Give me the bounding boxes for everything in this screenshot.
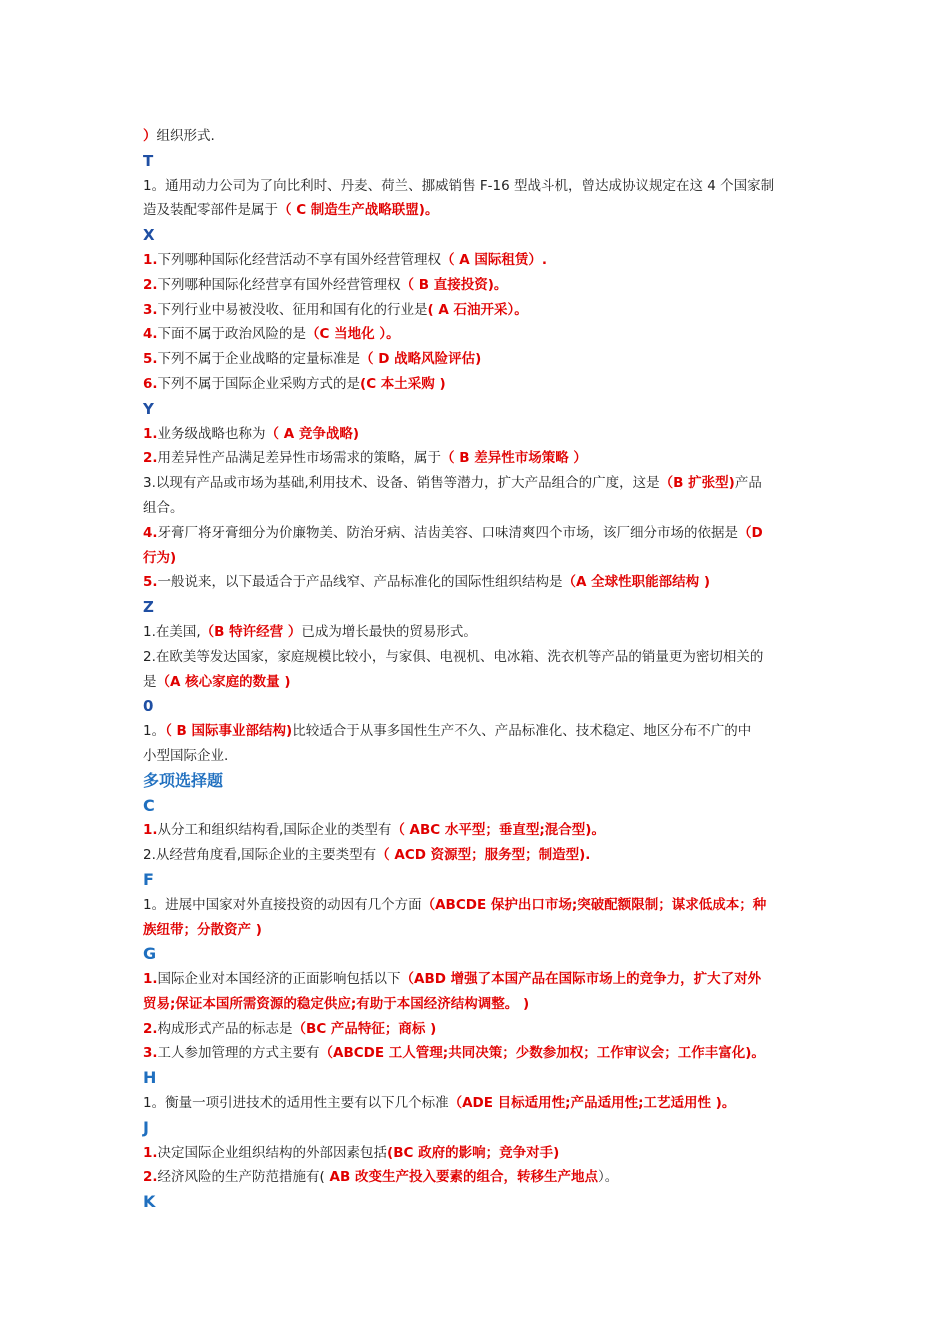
answer-text: (BC 政府的影响；竞争对手) [387, 1144, 560, 1161]
question-text: 下列哪种国际化经营活动不享有国外经营管理权 [157, 251, 442, 268]
question-line [143, 843, 808, 868]
question-number: 6. [143, 375, 158, 392]
question-line [143, 645, 808, 670]
section-heading [143, 223, 808, 248]
question-text: 是 [143, 673, 157, 690]
answer-text: （A 核心家庭的数量 ) [156, 673, 291, 690]
question-text: 一般说来，以下最适合于产品线窄、产品标准化的国际性组织结构是 [157, 574, 563, 591]
question-text: 下面不属于政治风险的是 [157, 326, 307, 343]
heading-text: C [143, 795, 155, 815]
question-text: 构成形式产品的标志是 [157, 1020, 293, 1037]
question-text: 下列行业中易被没收、征用和国有化的行业是 [157, 301, 428, 318]
answer-text: （ A 竞争战略) [265, 425, 360, 442]
question-text: 2.从经营角度看,国际企业的主要类型有 [143, 847, 377, 864]
question-number: 4. [143, 326, 158, 343]
section-heading [143, 595, 808, 620]
question-text: 造及装配零部件是属于 [143, 202, 278, 219]
question-text: 国际企业对本国经济的正面影响包括以下 [157, 971, 401, 988]
answer-text: （ A 国际租赁）. [441, 251, 548, 268]
question-line [143, 546, 808, 571]
answer-text: AB 改变生产投入要素的组合，转移生产地点 [324, 1169, 598, 1186]
answer-text: （ C 制造生产战略联盟)。 [278, 202, 439, 219]
question-line [143, 1141, 808, 1166]
answer-text: （B 扩张型) [659, 475, 735, 492]
question-text: 3.以现有产品或市场为基础,利用技术、设备、销售等潜力，扩大产品组合的广度，这是 [143, 475, 660, 492]
answer-text: （D [738, 524, 763, 541]
question-text: 下列哪种国际化经营享有国外经营管理权 [157, 276, 401, 293]
question-text: 下列不属于国际企业采购方式的是 [157, 375, 361, 392]
heading-text: Z [143, 598, 154, 617]
question-text: 1。 [143, 723, 166, 740]
question-line [143, 670, 808, 695]
question-number: 4. [143, 524, 158, 541]
question-line [143, 818, 808, 843]
question-number: 3. [143, 1045, 158, 1062]
answer-text: 贸易;保证本国所需资源的稳定供应;有助于本国经济结构调整。 ) [143, 995, 530, 1012]
heading-text: X [143, 226, 155, 245]
question-line [143, 124, 808, 149]
section-heading [143, 694, 808, 719]
question-line [143, 446, 808, 471]
question-text: 1.在美国, [143, 623, 201, 640]
question-line [143, 744, 808, 769]
question-number: 5. [143, 351, 158, 368]
answer-text: (C 本土采购 ) [360, 375, 446, 392]
question-line [143, 422, 808, 447]
answer-text: （A 全球性职能部结构 ) [562, 574, 711, 591]
heading-text: J [143, 1117, 149, 1137]
question-number: 1. [143, 425, 158, 442]
question-number: 1. [143, 1144, 158, 1161]
answer-text: （ D 战略风险评估) [360, 351, 482, 368]
question-line [143, 918, 808, 943]
answer-text: （ B 国际事业部结构) [165, 723, 293, 740]
answer-text: （ABCDE 工人管理;共同决策；少数参加权；工作审议会；工作丰富化)。 [319, 1045, 765, 1062]
question-text: 决定国际企业组织结构的外部因素包括 [157, 1144, 388, 1161]
question-line [143, 248, 808, 273]
question-text: 下列不属于企业战略的定量标准是 [157, 351, 361, 368]
question-text: 小型国际企业. [143, 747, 229, 764]
question-line [143, 719, 808, 744]
section-heading [143, 868, 808, 893]
question-line [143, 570, 808, 595]
question-number: 3. [143, 301, 158, 318]
question-text: 经济风险的生产防范措施有( [157, 1169, 325, 1186]
section-heading [143, 149, 808, 174]
question-text: 业务级战略也称为 [157, 425, 266, 442]
question-text: 工人参加管理的方式主要有 [157, 1045, 320, 1062]
question-line [143, 1017, 808, 1042]
question-line [143, 174, 808, 199]
section-heading [143, 942, 808, 967]
section-heading [143, 1066, 808, 1091]
question-text: 产品 [734, 475, 762, 492]
section-heading [143, 794, 808, 819]
question-number: 5. [143, 574, 158, 591]
question-line [143, 992, 808, 1017]
question-number: 2. [143, 276, 158, 293]
section-heading [143, 1116, 808, 1141]
answer-text: ） [143, 128, 157, 144]
heading-text: F [143, 869, 154, 889]
answer-text: （ADE 目标适用性;产品适用性;工艺适用性 )。 [448, 1095, 736, 1112]
question-text: 2.在欧美等发达国家，家庭规模比较小，与家俱、电视机、电冰箱、洗衣机等产品的销量更为密切相关的 [143, 648, 764, 665]
heading-text: 0 [143, 697, 154, 716]
question-text: 用差异性产品满足差异性市场需求的策略，属于 [157, 450, 442, 467]
heading-text: Y [143, 399, 154, 418]
question-line [143, 1091, 808, 1116]
question-number: 1. [143, 251, 158, 268]
question-line [143, 967, 808, 992]
answer-text: ( A 石油开采）。 [427, 301, 528, 318]
section-heading [143, 1190, 808, 1215]
question-line [143, 1165, 808, 1190]
question-line [143, 620, 808, 645]
heading-text: 多项选择题 [143, 770, 224, 790]
answer-text: （ABCDE 保护出口市场;突破配额限制；谋求低成本；种 [421, 896, 767, 913]
question-number: 2. [143, 1020, 158, 1037]
question-number: 2. [143, 450, 158, 467]
answer-text: （ABD 增强了本国产品在国际市场上的竞争力，扩大了对外 [400, 971, 762, 988]
section-heading [143, 397, 808, 422]
question-text: 比较适合于从事多国性生产不久、产品标准化、技术稳定、地区分布不广的中 [292, 723, 752, 740]
question-text: 1。通用动力公司为了向比利时、丹麦、荷兰、挪威销售 F-16 型战斗机，曾达成协议规定在这 4 个国家制 [143, 177, 775, 194]
heading-text: G [143, 944, 157, 964]
answer-text: 族纽带；分散资产 ) [143, 921, 262, 938]
question-text: 1。进展中国家对外直接投资的动因有几个方面 [143, 896, 422, 913]
question-text: 1。衡量一项引进技术的适用性主要有以下几个标准 [143, 1095, 449, 1112]
answer-text: 行为) [143, 549, 177, 566]
question-line [143, 893, 808, 918]
question-number: 1. [143, 971, 158, 988]
answer-text: （BC 产品特征；商标 ) [292, 1020, 437, 1037]
answer-text: （B 特许经营 ） [200, 623, 302, 640]
answer-text: （C 当地化 ）。 [306, 326, 400, 343]
question-text: 从分工和组织结构看,国际企业的类型有 [157, 822, 392, 839]
answer-text: （ ABC 水平型；垂直型;混合型)。 [391, 822, 605, 839]
answer-text: （ B 直接投资)。 [400, 276, 508, 293]
question-number: 2. [143, 1169, 158, 1186]
section-heading [143, 769, 808, 794]
question-line [143, 372, 808, 397]
question-line [143, 273, 808, 298]
question-text: 组织形式. [156, 128, 215, 144]
question-line [143, 1041, 808, 1066]
question-line [143, 471, 808, 496]
question-line [143, 198, 808, 223]
question-number: 1. [143, 822, 158, 839]
question-line [143, 322, 808, 347]
question-line [143, 496, 808, 521]
answer-text: （ B 差异性市场策略 ） [441, 450, 587, 467]
question-line [143, 298, 808, 323]
answer-text: （ ACD 资源型；服务型；制造型). [376, 847, 591, 864]
question-text: 牙膏厂将牙膏细分为价廉物美、防治牙病、洁齿美容、口味清爽四个市场，该厂细分市场的依据是 [157, 524, 739, 541]
document-page [143, 124, 808, 1215]
question-line [143, 521, 808, 546]
heading-text: K [143, 1192, 156, 1212]
question-text: 已成为增长最快的贸易形式。 [301, 623, 477, 640]
heading-text: H [143, 1068, 157, 1088]
question-text: ）。 [597, 1169, 619, 1186]
heading-text: T [143, 151, 154, 170]
question-text: 组合。 [143, 499, 184, 516]
question-line [143, 347, 808, 372]
